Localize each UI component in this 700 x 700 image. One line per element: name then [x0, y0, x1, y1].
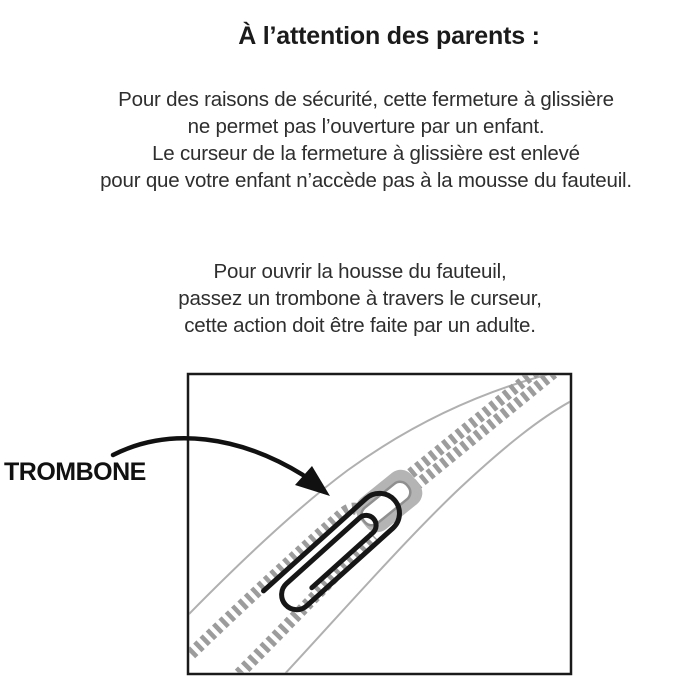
paragraph-line: cette action doit être faite par un adulte.	[184, 314, 536, 337]
paragraph-line: ne permet pas l’ouverture par un enfant.	[187, 115, 545, 138]
zipper-illustration	[0, 355, 700, 700]
paragraph-line: passez un trombone à travers le curseur,	[178, 287, 542, 310]
paragraph-line: Le curseur de la fermeture à glissière est enlevé	[152, 142, 580, 165]
page-title: À l’attention des parents :	[238, 22, 540, 50]
security-paragraph	[16, 86, 700, 194]
paragraph-line: Pour ouvrir la housse du fauteuil,	[213, 260, 507, 283]
paragraph-line: pour que votre enfant n’accède pas à la mousse du fauteuil.	[100, 169, 632, 192]
paragraph-line: Pour des raisons de sécurité, cette fermeture à glissière	[118, 88, 614, 111]
trombone-label: TROMBONE	[4, 458, 146, 486]
instructions-paragraph	[10, 258, 700, 339]
